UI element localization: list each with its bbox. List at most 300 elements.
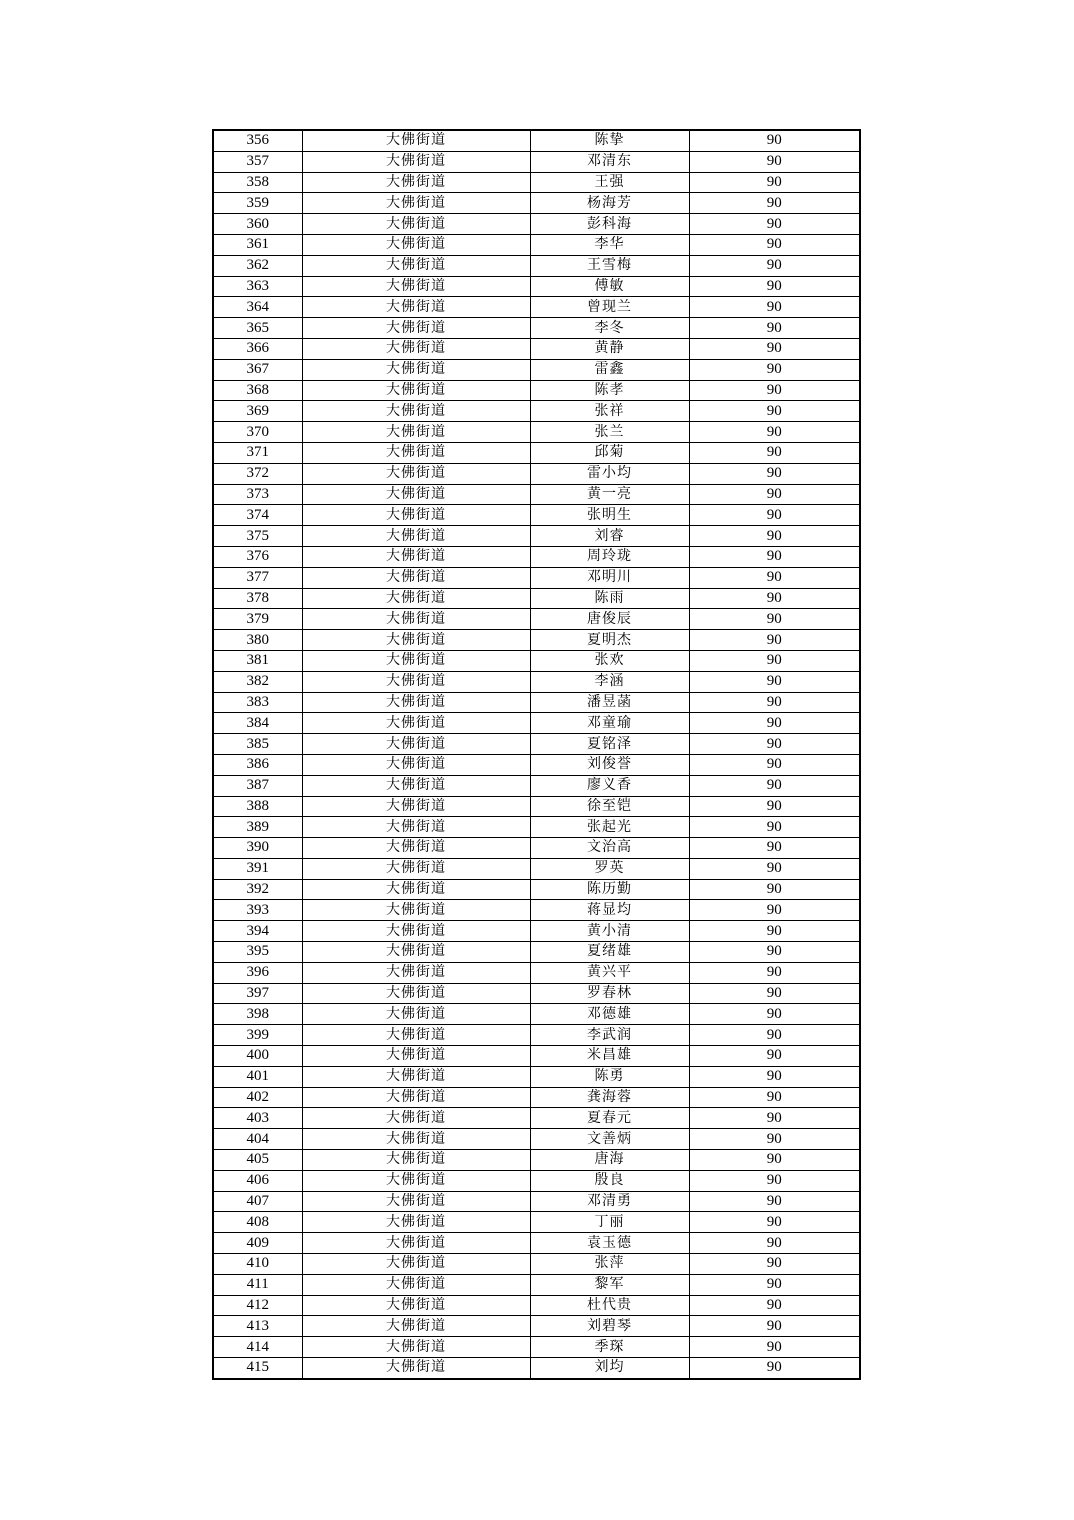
table-row <box>213 630 860 651</box>
street-cell: 大佛街道 <box>302 588 530 609</box>
serial-number-cell: 392 <box>213 879 302 900</box>
table-row <box>213 1004 860 1025</box>
serial-number-cell: 391 <box>213 858 302 879</box>
table-row <box>213 297 860 318</box>
table-row <box>213 193 860 214</box>
street-cell: 大佛街道 <box>302 1150 530 1171</box>
score-cell: 90 <box>689 422 860 443</box>
person-name-cell: 黄小清 <box>530 921 689 942</box>
serial-number-cell: 393 <box>213 900 302 921</box>
serial-number-cell: 384 <box>213 713 302 734</box>
street-cell: 大佛街道 <box>302 505 530 526</box>
street-cell: 大佛街道 <box>302 1046 530 1067</box>
serial-number-cell: 381 <box>213 650 302 671</box>
person-name-cell: 陈勇 <box>530 1066 689 1087</box>
person-name-cell: 雷小均 <box>530 463 689 484</box>
table-row <box>213 567 860 588</box>
street-cell: 大佛街道 <box>302 942 530 963</box>
table-row <box>213 526 860 547</box>
street-cell: 大佛街道 <box>302 1129 530 1150</box>
serial-number-cell: 383 <box>213 692 302 713</box>
street-cell: 大佛街道 <box>302 900 530 921</box>
person-name-cell: 米昌雄 <box>530 1046 689 1067</box>
score-cell: 90 <box>689 879 860 900</box>
serial-number-cell: 387 <box>213 775 302 796</box>
street-cell: 大佛街道 <box>302 1358 530 1379</box>
serial-number-cell: 411 <box>213 1274 302 1295</box>
score-cell: 90 <box>689 609 860 630</box>
score-cell: 90 <box>689 234 860 255</box>
street-cell: 大佛街道 <box>302 817 530 838</box>
street-cell: 大佛街道 <box>302 214 530 235</box>
street-cell: 大佛街道 <box>302 1233 530 1254</box>
serial-number-cell: 378 <box>213 588 302 609</box>
street-cell: 大佛街道 <box>302 442 530 463</box>
person-name-cell: 李涵 <box>530 671 689 692</box>
street-cell: 大佛街道 <box>302 734 530 755</box>
person-name-cell: 殷良 <box>530 1170 689 1191</box>
person-name-cell: 夏明杰 <box>530 630 689 651</box>
person-name-cell: 文治高 <box>530 838 689 859</box>
table-row <box>213 942 860 963</box>
score-cell: 90 <box>689 130 860 151</box>
table-row <box>213 234 860 255</box>
table-row <box>213 546 860 567</box>
person-name-cell: 刘俊誉 <box>530 754 689 775</box>
person-name-cell: 陈挚 <box>530 130 689 151</box>
street-cell: 大佛街道 <box>302 630 530 651</box>
person-name-cell: 刘均 <box>530 1358 689 1379</box>
table-row <box>213 151 860 172</box>
serial-number-cell: 398 <box>213 1004 302 1025</box>
person-name-cell: 傅敏 <box>530 276 689 297</box>
score-cell: 90 <box>689 1170 860 1191</box>
serial-number-cell: 359 <box>213 193 302 214</box>
person-name-cell: 张欢 <box>530 650 689 671</box>
serial-number-cell: 397 <box>213 983 302 1004</box>
street-cell: 大佛街道 <box>302 567 530 588</box>
table-row <box>213 359 860 380</box>
street-cell: 大佛街道 <box>302 151 530 172</box>
table-row <box>213 588 860 609</box>
table-row <box>213 838 860 859</box>
person-name-cell: 袁玉德 <box>530 1233 689 1254</box>
street-cell: 大佛街道 <box>302 775 530 796</box>
street-cell: 大佛街道 <box>302 318 530 339</box>
score-cell: 90 <box>689 962 860 983</box>
person-name-cell: 陈孝 <box>530 380 689 401</box>
person-name-cell: 王强 <box>530 172 689 193</box>
score-cell: 90 <box>689 172 860 193</box>
street-cell: 大佛街道 <box>302 1337 530 1358</box>
street-cell: 大佛街道 <box>302 609 530 630</box>
serial-number-cell: 413 <box>213 1316 302 1337</box>
street-cell: 大佛街道 <box>302 234 530 255</box>
person-name-cell: 丁丽 <box>530 1212 689 1233</box>
score-cell: 90 <box>689 1004 860 1025</box>
serial-number-cell: 362 <box>213 255 302 276</box>
score-cell: 90 <box>689 214 860 235</box>
serial-number-cell: 401 <box>213 1066 302 1087</box>
person-name-cell: 张祥 <box>530 401 689 422</box>
serial-number-cell: 379 <box>213 609 302 630</box>
table-row <box>213 879 860 900</box>
street-cell: 大佛街道 <box>302 879 530 900</box>
serial-number-cell: 363 <box>213 276 302 297</box>
street-cell: 大佛街道 <box>302 1170 530 1191</box>
serial-number-cell: 410 <box>213 1254 302 1275</box>
score-cell: 90 <box>689 650 860 671</box>
street-cell: 大佛街道 <box>302 692 530 713</box>
street-cell: 大佛街道 <box>302 463 530 484</box>
street-cell: 大佛街道 <box>302 484 530 505</box>
table-row <box>213 1170 860 1191</box>
person-name-cell: 陈历勤 <box>530 879 689 900</box>
table-row <box>213 1087 860 1108</box>
street-cell: 大佛街道 <box>302 754 530 775</box>
score-cell: 90 <box>689 1254 860 1275</box>
street-cell: 大佛街道 <box>302 650 530 671</box>
serial-number-cell: 358 <box>213 172 302 193</box>
serial-number-cell: 394 <box>213 921 302 942</box>
serial-number-cell: 377 <box>213 567 302 588</box>
serial-number-cell: 404 <box>213 1129 302 1150</box>
street-cell: 大佛街道 <box>302 921 530 942</box>
person-name-cell: 雷鑫 <box>530 359 689 380</box>
serial-number-cell: 388 <box>213 796 302 817</box>
person-name-cell: 曾现兰 <box>530 297 689 318</box>
person-name-cell: 潘昱菡 <box>530 692 689 713</box>
serial-number-cell: 357 <box>213 151 302 172</box>
person-name-cell: 周玲珑 <box>530 546 689 567</box>
street-cell: 大佛街道 <box>302 1191 530 1212</box>
person-name-cell: 张明生 <box>530 505 689 526</box>
table-row <box>213 1254 860 1275</box>
table-row <box>213 983 860 1004</box>
serial-number-cell: 405 <box>213 1150 302 1171</box>
serial-number-cell: 408 <box>213 1212 302 1233</box>
table-row <box>213 775 860 796</box>
score-cell: 90 <box>689 588 860 609</box>
score-cell: 90 <box>689 484 860 505</box>
table-row <box>213 380 860 401</box>
table-row <box>213 1066 860 1087</box>
serial-number-cell: 365 <box>213 318 302 339</box>
table-row <box>213 442 860 463</box>
street-cell: 大佛街道 <box>302 1316 530 1337</box>
serial-number-cell: 374 <box>213 505 302 526</box>
street-cell: 大佛街道 <box>302 838 530 859</box>
score-cell: 90 <box>689 1191 860 1212</box>
score-cell: 90 <box>689 151 860 172</box>
serial-number-cell: 400 <box>213 1046 302 1067</box>
score-cell: 90 <box>689 505 860 526</box>
table-row <box>213 1316 860 1337</box>
person-name-cell: 李华 <box>530 234 689 255</box>
person-name-cell: 廖义香 <box>530 775 689 796</box>
street-cell: 大佛街道 <box>302 359 530 380</box>
person-name-cell: 邓明川 <box>530 567 689 588</box>
score-cell: 90 <box>689 1150 860 1171</box>
serial-number-cell: 402 <box>213 1087 302 1108</box>
serial-number-cell: 367 <box>213 359 302 380</box>
table-row <box>213 276 860 297</box>
score-cell: 90 <box>689 463 860 484</box>
table-row <box>213 401 860 422</box>
person-name-cell: 邓童瑜 <box>530 713 689 734</box>
person-name-cell: 夏绪雄 <box>530 942 689 963</box>
street-cell: 大佛街道 <box>302 858 530 879</box>
table-row <box>213 796 860 817</box>
person-name-cell: 邓清东 <box>530 151 689 172</box>
table-row <box>213 1046 860 1067</box>
table-row <box>213 172 860 193</box>
score-cell: 90 <box>689 1025 860 1046</box>
serial-number-cell: 376 <box>213 546 302 567</box>
person-name-cell: 黄一亮 <box>530 484 689 505</box>
person-name-cell: 邓清勇 <box>530 1191 689 1212</box>
score-cell: 90 <box>689 338 860 359</box>
table-row <box>213 1295 860 1316</box>
score-cell: 90 <box>689 671 860 692</box>
score-cell: 90 <box>689 754 860 775</box>
table-row <box>213 817 860 838</box>
person-name-cell: 张兰 <box>530 422 689 443</box>
roster-table <box>212 129 861 1380</box>
person-name-cell: 邓德雄 <box>530 1004 689 1025</box>
street-cell: 大佛街道 <box>302 1087 530 1108</box>
score-cell: 90 <box>689 1337 860 1358</box>
person-name-cell: 刘碧琴 <box>530 1316 689 1337</box>
street-cell: 大佛街道 <box>302 796 530 817</box>
person-name-cell: 黎军 <box>530 1274 689 1295</box>
person-name-cell: 杨海芳 <box>530 193 689 214</box>
table-row <box>213 754 860 775</box>
serial-number-cell: 390 <box>213 838 302 859</box>
table-row <box>213 130 860 151</box>
table-row <box>213 1233 860 1254</box>
street-cell: 大佛街道 <box>302 276 530 297</box>
score-cell: 90 <box>689 734 860 755</box>
street-cell: 大佛街道 <box>302 983 530 1004</box>
person-name-cell: 罗英 <box>530 858 689 879</box>
serial-number-cell: 373 <box>213 484 302 505</box>
score-cell: 90 <box>689 817 860 838</box>
table-row <box>213 713 860 734</box>
score-cell: 90 <box>689 567 860 588</box>
street-cell: 大佛街道 <box>302 1295 530 1316</box>
street-cell: 大佛街道 <box>302 1254 530 1275</box>
person-name-cell: 龚海蓉 <box>530 1087 689 1108</box>
person-name-cell: 罗春林 <box>530 983 689 1004</box>
table-row <box>213 255 860 276</box>
score-cell: 90 <box>689 442 860 463</box>
table-row <box>213 1274 860 1295</box>
serial-number-cell: 412 <box>213 1295 302 1316</box>
score-cell: 90 <box>689 1274 860 1295</box>
table-row <box>213 338 860 359</box>
score-cell: 90 <box>689 546 860 567</box>
street-cell: 大佛街道 <box>302 962 530 983</box>
serial-number-cell: 375 <box>213 526 302 547</box>
serial-number-cell: 385 <box>213 734 302 755</box>
score-cell: 90 <box>689 942 860 963</box>
score-cell: 90 <box>689 796 860 817</box>
serial-number-cell: 403 <box>213 1108 302 1129</box>
person-name-cell: 蒋显均 <box>530 900 689 921</box>
table-row <box>213 505 860 526</box>
person-name-cell: 唐海 <box>530 1150 689 1171</box>
score-cell: 90 <box>689 276 860 297</box>
person-name-cell: 徐至铠 <box>530 796 689 817</box>
score-cell: 90 <box>689 318 860 339</box>
person-name-cell: 黄静 <box>530 338 689 359</box>
street-cell: 大佛街道 <box>302 380 530 401</box>
score-cell: 90 <box>689 1108 860 1129</box>
person-name-cell: 夏铭泽 <box>530 734 689 755</box>
score-cell: 90 <box>689 380 860 401</box>
table-row <box>213 671 860 692</box>
street-cell: 大佛街道 <box>302 297 530 318</box>
street-cell: 大佛街道 <box>302 1108 530 1129</box>
street-cell: 大佛街道 <box>302 671 530 692</box>
table-row <box>213 318 860 339</box>
serial-number-cell: 371 <box>213 442 302 463</box>
street-cell: 大佛街道 <box>302 338 530 359</box>
score-cell: 90 <box>689 359 860 380</box>
street-cell: 大佛街道 <box>302 401 530 422</box>
table-row <box>213 1337 860 1358</box>
street-cell: 大佛街道 <box>302 1025 530 1046</box>
table-row <box>213 1150 860 1171</box>
serial-number-cell: 366 <box>213 338 302 359</box>
table-row <box>213 1191 860 1212</box>
street-cell: 大佛街道 <box>302 1066 530 1087</box>
street-cell: 大佛街道 <box>302 1274 530 1295</box>
serial-number-cell: 361 <box>213 234 302 255</box>
score-cell: 90 <box>689 692 860 713</box>
score-cell: 90 <box>689 193 860 214</box>
score-cell: 90 <box>689 983 860 1004</box>
table-row <box>213 422 860 443</box>
serial-number-cell: 407 <box>213 1191 302 1212</box>
serial-number-cell: 382 <box>213 671 302 692</box>
serial-number-cell: 360 <box>213 214 302 235</box>
serial-number-cell: 380 <box>213 630 302 651</box>
score-cell: 90 <box>689 838 860 859</box>
serial-number-cell: 395 <box>213 942 302 963</box>
score-cell: 90 <box>689 1212 860 1233</box>
serial-number-cell: 386 <box>213 754 302 775</box>
serial-number-cell: 370 <box>213 422 302 443</box>
score-cell: 90 <box>689 1046 860 1067</box>
person-name-cell: 张起光 <box>530 817 689 838</box>
score-cell: 90 <box>689 1066 860 1087</box>
score-cell: 90 <box>689 1295 860 1316</box>
roster-table-body <box>213 130 860 1379</box>
serial-number-cell: 406 <box>213 1170 302 1191</box>
score-cell: 90 <box>689 775 860 796</box>
person-name-cell: 李冬 <box>530 318 689 339</box>
person-name-cell: 夏春元 <box>530 1108 689 1129</box>
table-row <box>213 921 860 942</box>
person-name-cell: 邱菊 <box>530 442 689 463</box>
serial-number-cell: 368 <box>213 380 302 401</box>
serial-number-cell: 369 <box>213 401 302 422</box>
street-cell: 大佛街道 <box>302 1212 530 1233</box>
score-cell: 90 <box>689 1358 860 1379</box>
table-row <box>213 463 860 484</box>
street-cell: 大佛街道 <box>302 1004 530 1025</box>
score-cell: 90 <box>689 297 860 318</box>
street-cell: 大佛街道 <box>302 546 530 567</box>
table-row <box>213 609 860 630</box>
serial-number-cell: 414 <box>213 1337 302 1358</box>
person-name-cell: 刘睿 <box>530 526 689 547</box>
score-cell: 90 <box>689 1316 860 1337</box>
table-row <box>213 214 860 235</box>
table-row <box>213 734 860 755</box>
person-name-cell: 李武润 <box>530 1025 689 1046</box>
score-cell: 90 <box>689 921 860 942</box>
person-name-cell: 唐俊辰 <box>530 609 689 630</box>
street-cell: 大佛街道 <box>302 172 530 193</box>
table-row <box>213 650 860 671</box>
serial-number-cell: 372 <box>213 463 302 484</box>
score-cell: 90 <box>689 1129 860 1150</box>
serial-number-cell: 415 <box>213 1358 302 1379</box>
score-cell: 90 <box>689 255 860 276</box>
table-row <box>213 1025 860 1046</box>
serial-number-cell: 389 <box>213 817 302 838</box>
table-row <box>213 692 860 713</box>
street-cell: 大佛街道 <box>302 713 530 734</box>
street-cell: 大佛街道 <box>302 422 530 443</box>
person-name-cell: 黄兴平 <box>530 962 689 983</box>
score-cell: 90 <box>689 1087 860 1108</box>
table-row <box>213 1212 860 1233</box>
score-cell: 90 <box>689 401 860 422</box>
serial-number-cell: 364 <box>213 297 302 318</box>
table-row <box>213 1358 860 1379</box>
score-cell: 90 <box>689 526 860 547</box>
score-cell: 90 <box>689 900 860 921</box>
street-cell: 大佛街道 <box>302 193 530 214</box>
table-row <box>213 1108 860 1129</box>
serial-number-cell: 396 <box>213 962 302 983</box>
serial-number-cell: 356 <box>213 130 302 151</box>
serial-number-cell: 399 <box>213 1025 302 1046</box>
street-cell: 大佛街道 <box>302 526 530 547</box>
person-name-cell: 季琛 <box>530 1337 689 1358</box>
street-cell: 大佛街道 <box>302 130 530 151</box>
table-row <box>213 900 860 921</box>
score-cell: 90 <box>689 858 860 879</box>
person-name-cell: 文善炳 <box>530 1129 689 1150</box>
serial-number-cell: 409 <box>213 1233 302 1254</box>
person-name-cell: 杜代贵 <box>530 1295 689 1316</box>
person-name-cell: 陈雨 <box>530 588 689 609</box>
score-cell: 90 <box>689 630 860 651</box>
score-cell: 90 <box>689 1233 860 1254</box>
person-name-cell: 张萍 <box>530 1254 689 1275</box>
person-name-cell: 彭科海 <box>530 214 689 235</box>
table-row <box>213 1129 860 1150</box>
person-name-cell: 王雪梅 <box>530 255 689 276</box>
table-row <box>213 484 860 505</box>
street-cell: 大佛街道 <box>302 255 530 276</box>
score-cell: 90 <box>689 713 860 734</box>
